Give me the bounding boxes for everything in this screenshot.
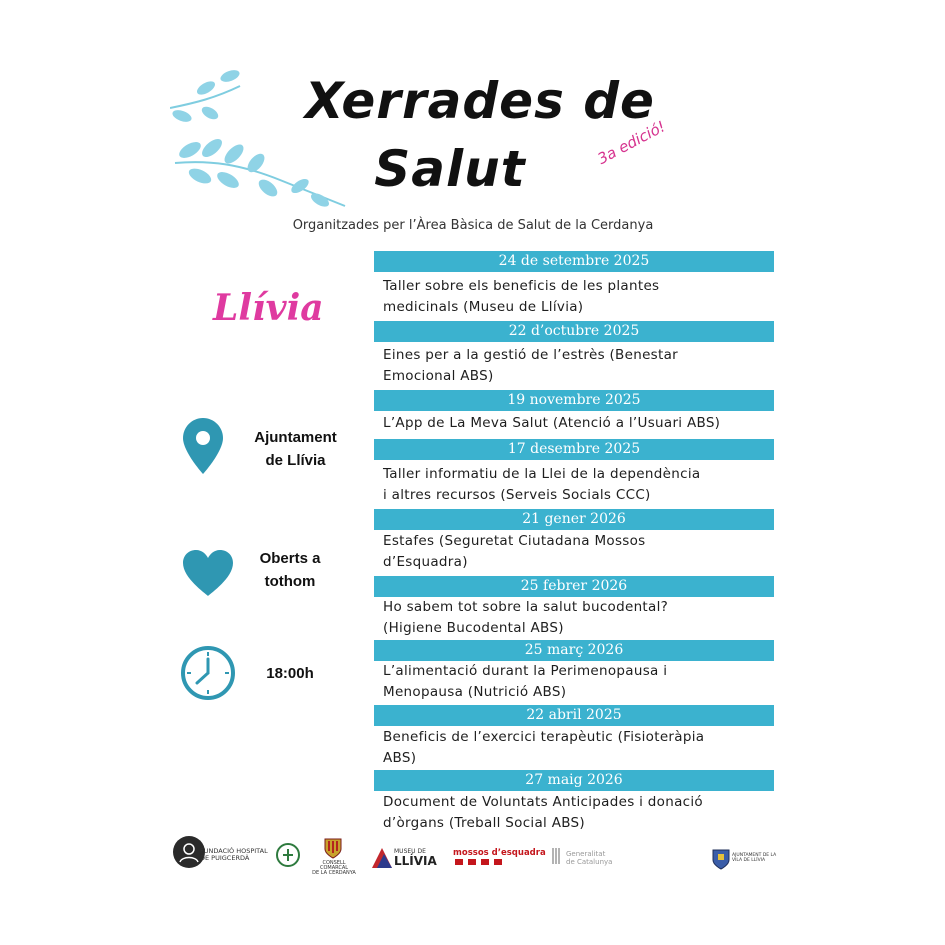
audience-line2: tothom — [264, 573, 316, 590]
session-desc — [383, 531, 768, 573]
session-desc-line: Menopausa (Nutrició ABS) — [383, 684, 567, 700]
session-desc-line: ABS) — [383, 750, 417, 766]
consell-line1: CONSELL COMARCAL — [319, 860, 349, 871]
location-line1: Ajuntament — [254, 429, 337, 446]
town-name: Llívia — [213, 287, 324, 329]
ajuntament-logo-text — [732, 853, 776, 863]
hospital-line2: DE PUIGCERDÀ — [200, 854, 250, 862]
location-text — [238, 426, 353, 472]
museu-logo-mark — [372, 848, 392, 868]
map-pin-icon — [183, 418, 223, 474]
session-date: 22 abril 2025 — [374, 705, 774, 726]
session-desc — [383, 276, 768, 318]
session-date: 21 gener 2026 — [374, 509, 774, 530]
session-desc-line: (Higiene Bucodental ABS) — [383, 620, 564, 636]
session-desc — [383, 413, 768, 434]
generalitat-logo-mark — [552, 848, 562, 864]
session-date: 24 de setembre 2025 — [374, 251, 774, 272]
museu-big-text: LLÍVIA — [394, 854, 437, 868]
session-desc-line: Emocional ABS) — [383, 368, 494, 384]
session-desc-line: d’òrgans (Treball Social ABS) — [383, 815, 585, 831]
session-desc-line: i altres recursos (Serveis Socials CCC) — [383, 487, 651, 503]
ajuntament-shield-logo — [712, 848, 730, 870]
generalitat-line1: Generalitat — [566, 850, 606, 858]
location-line2: de Llívia — [265, 452, 326, 469]
session-date: 27 maig 2026 — [374, 770, 774, 791]
session-desc — [383, 792, 768, 834]
edition-tag: 3a edició! — [594, 117, 669, 168]
session-desc — [383, 661, 768, 703]
hospital-line1: FUNDACIÓ HOSPITAL — [200, 847, 268, 855]
generalitat-line2: de Catalunya — [566, 858, 613, 866]
session-date: 22 d’octubre 2025 — [374, 321, 774, 342]
consell-shield-logo — [323, 835, 343, 859]
time-text: 18:00h — [266, 665, 314, 682]
poster-title-line1: Xerrades de — [305, 72, 655, 130]
subtitle: Organitzades per l’Àrea Bàsica de Salut de la Cerdanya — [292, 218, 654, 233]
session-desc-line: medicinals (Museu de Llívia) — [383, 299, 584, 315]
session-date: 25 març 2026 — [374, 640, 774, 661]
session-desc-line: Estafes (Seguretat Ciutadana Mossos — [383, 533, 646, 549]
consell-logo-text — [311, 861, 357, 876]
session-date: 25 febrer 2026 — [374, 576, 774, 597]
session-desc-line: Beneficis de l’exercici terapèutic (Fisioteràpia — [383, 729, 705, 745]
session-desc-line: Ho sabem tot sobre la salut bucodental? — [383, 599, 669, 615]
generalitat-text — [566, 850, 612, 866]
session-desc — [383, 464, 768, 506]
ajuntament-line2: VILA DE LLÍVIA — [732, 858, 766, 863]
mossos-stripes — [455, 859, 505, 865]
session-desc-line: Taller informatiu de la Llei de la dependència — [383, 466, 701, 482]
mossos-text: mossos d’esquadra — [453, 848, 546, 858]
circle-seal-logo — [276, 842, 300, 868]
museu-small-text: MUSEU DE — [394, 848, 426, 855]
session-desc-line: Taller sobre els beneficis de les plantes — [383, 278, 660, 294]
heart-icon — [183, 550, 233, 596]
poster-title-line2: Salut — [374, 140, 526, 198]
session-desc-line: L’alimentació durant la Perimenopausa i — [383, 663, 668, 679]
session-desc-line: Eines per a la gestió de l’estrès (Benestar — [383, 347, 679, 363]
session-desc-line: d’Esquadra) — [383, 554, 468, 570]
session-desc — [383, 727, 768, 769]
session-date: 19 novembre 2025 — [374, 390, 774, 411]
clock-icon — [180, 645, 236, 701]
audience-text — [240, 547, 340, 593]
session-desc-line: L’App de La Meva Salut (Atenció a l’Usuari ABS) — [383, 415, 721, 431]
session-desc — [383, 345, 768, 387]
ajuntament-line1: AJUNTAMENT DE LA — [732, 853, 777, 858]
consell-line2: DE LA CERDANYA — [312, 870, 356, 876]
session-desc — [383, 597, 768, 639]
audience-line1: Oberts a — [259, 550, 321, 567]
session-desc-line: Document de Voluntats Anticipades i donació — [383, 794, 703, 810]
session-date: 17 desembre 2025 — [374, 439, 774, 460]
hospital-logo-text — [200, 848, 268, 862]
